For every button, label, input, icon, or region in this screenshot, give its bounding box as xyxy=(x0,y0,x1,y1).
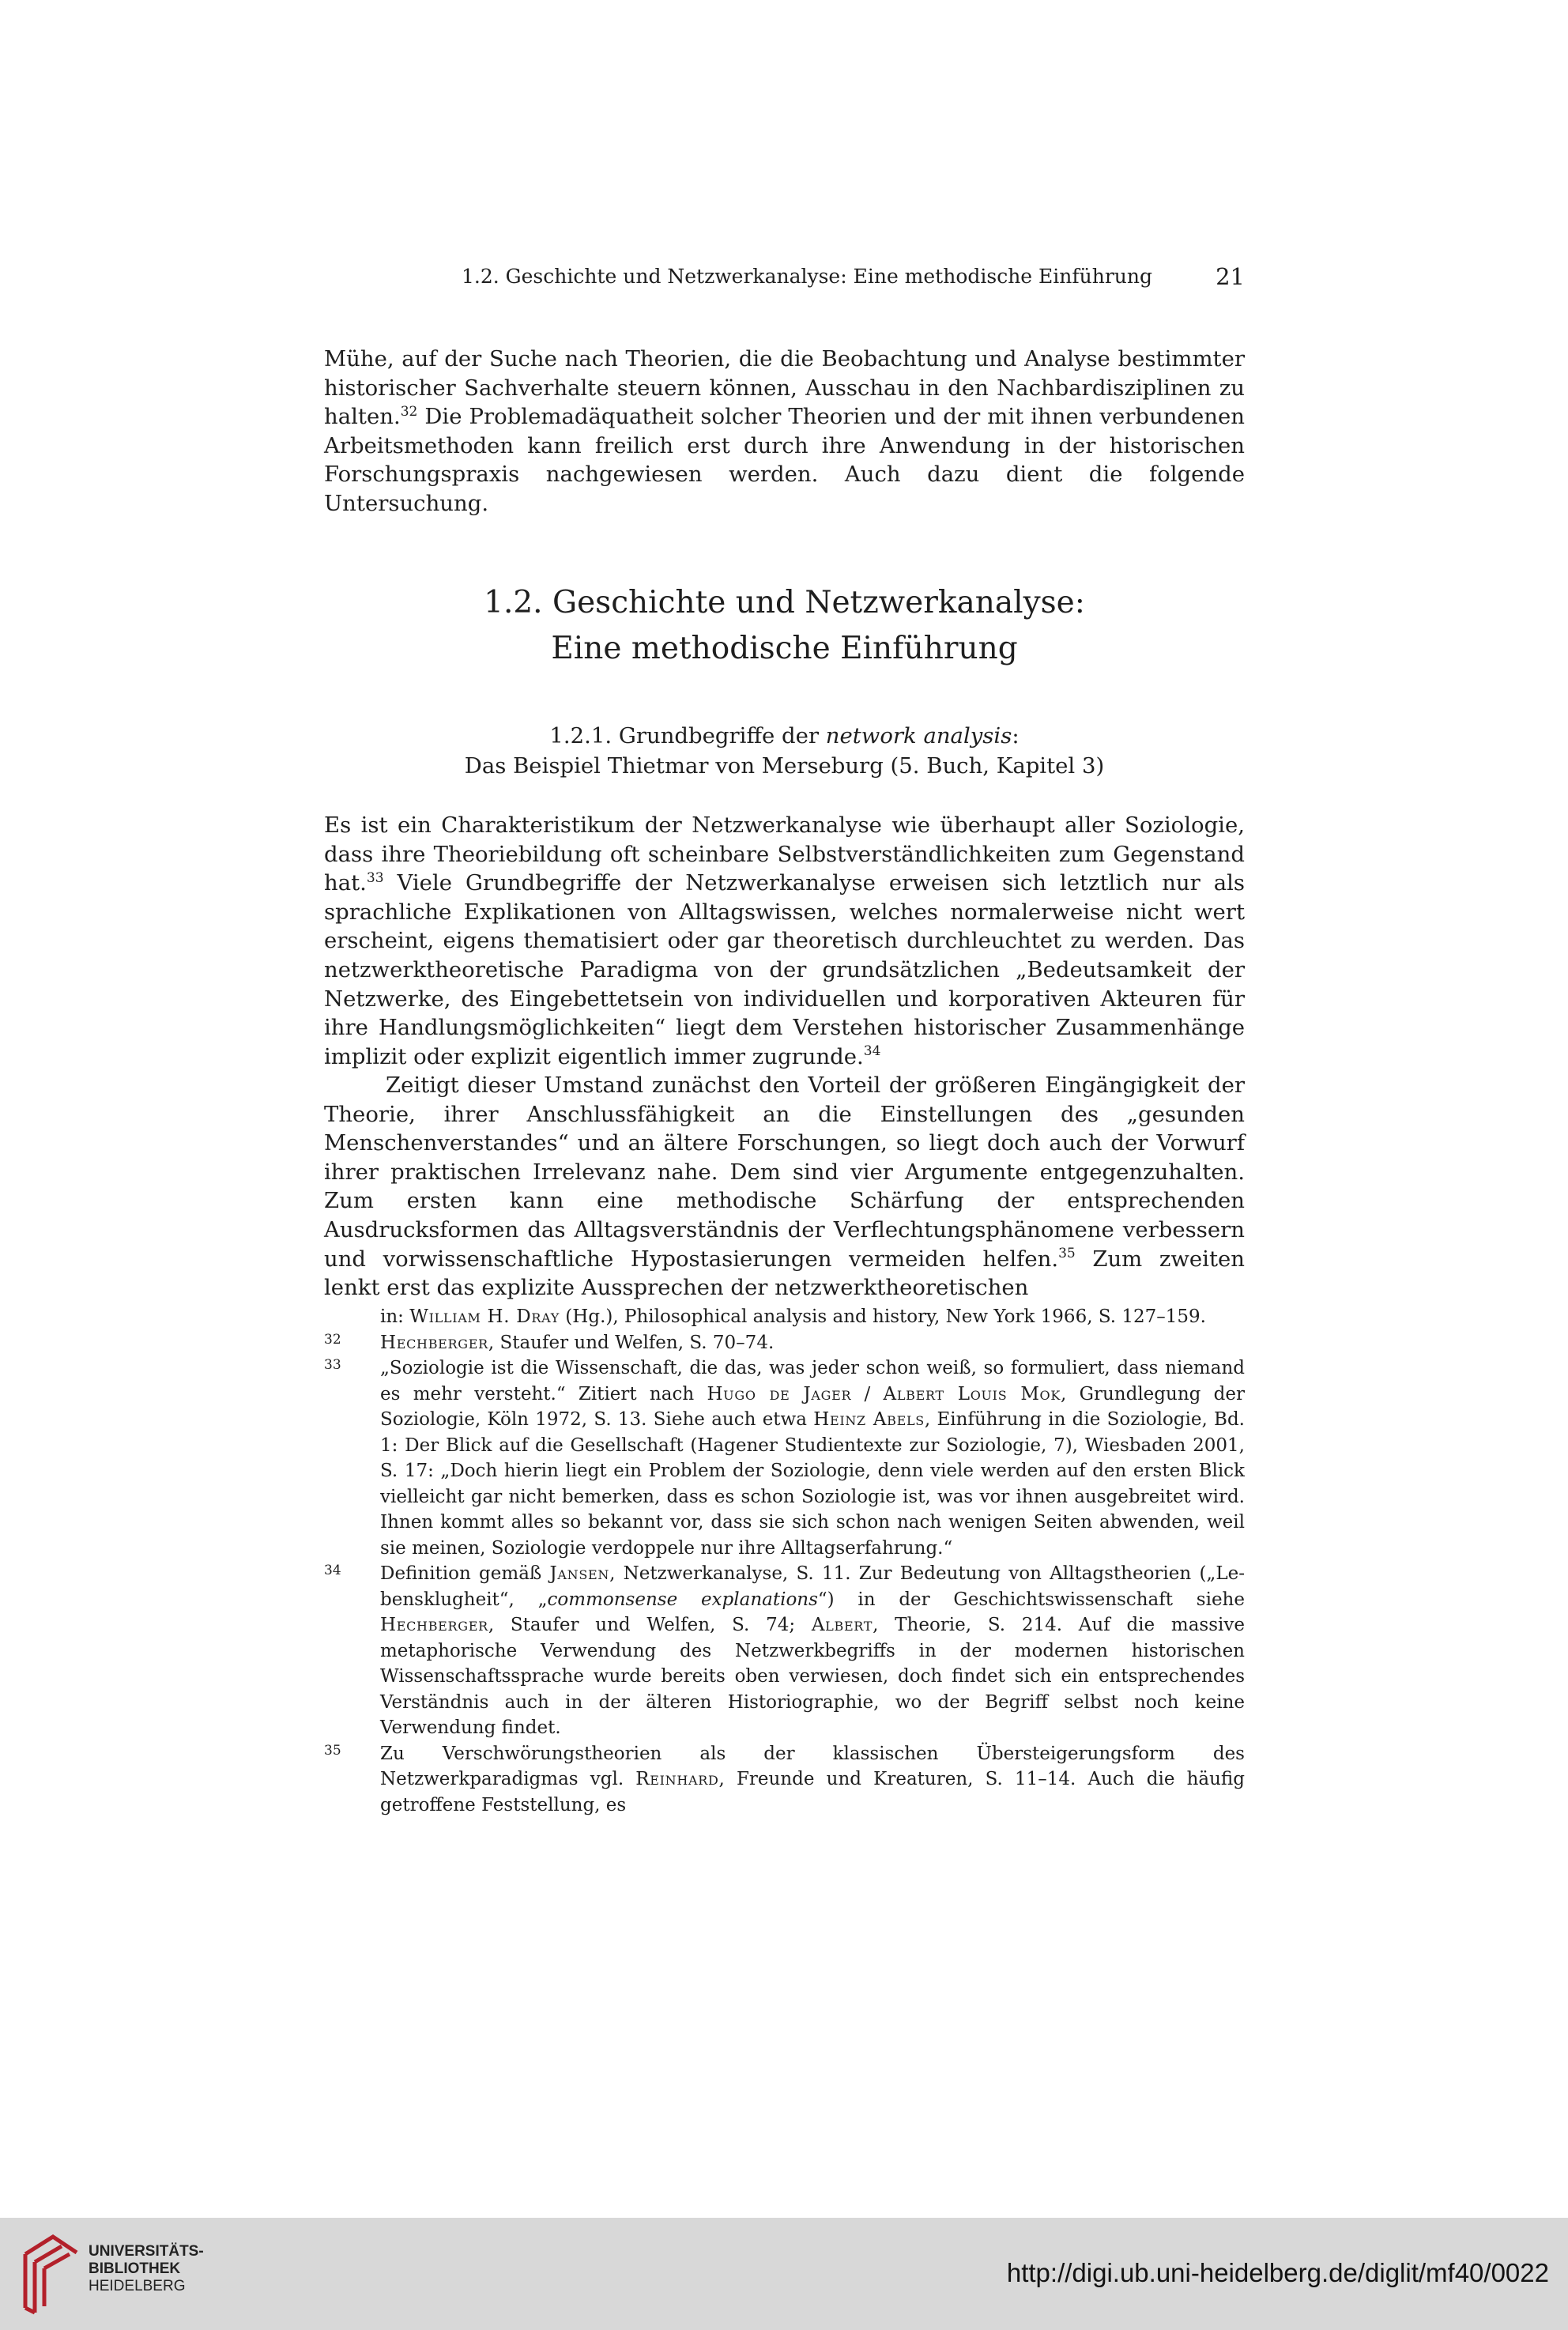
footnote-ref-32[interactable]: 32 xyxy=(400,403,418,420)
author-name: Heinz Abels xyxy=(813,1409,925,1430)
library-name-line: BIBLIOTHEK xyxy=(89,2260,181,2277)
author-name: William H. Dray xyxy=(409,1306,560,1327)
footnote-text: (Hg.), Philosophical analysis and history, New York 1966, S. 127–159. xyxy=(560,1306,1206,1327)
library-logo-strokes xyxy=(25,2237,77,2313)
footnote-text: “) in der Geschichtswissenschaft siehe xyxy=(817,1589,1245,1610)
footnotes xyxy=(324,1304,1245,1818)
paragraph-text: Viele Grundbegriffe der Netzwerkanalyse erweisen sich letztlich nur als sprachliche Explikationen von Alltagswissen, welches normalerweise nicht wert erscheint, eigens thematisiert oder gar theoretisch durchleuchtet zu werden. Das netzwerktheoretische Paradigma von der grundsätzlichen „Bedeutsamkeit der Netzwerke, des Eingebettetsein von individuellen und korporativen Akteuren für ihre Handlungsmöglichkeiten“ liegt dem Verstehen historischer Zusammenhänge implizit oder explizit eigentlich immer zugrunde. xyxy=(324,870,1245,1069)
subsection-heading-italic: network analysis xyxy=(825,723,1012,748)
footnote-text: , Freunde und Kreaturen, S. 11–14. Auch die häufig getroffene Feststellung, es xyxy=(380,1769,1245,1815)
footnote-number: 33 xyxy=(324,1357,341,1373)
footnote-text: in: xyxy=(380,1306,410,1327)
section-heading-line-2: Eine methodische Einführung xyxy=(551,631,1018,666)
paragraph-text: Zeitigt dieser Umstand zunächst den Vorteil der größeren Eingängigkeit der Theorie, ihrer Anschlussfähigkeit an die Einstellungen des „gesunden Menschenverstandes“ und an ältere Forschungen, so liegt doch auch der Vorwurf ihrer praktischen Irrelevanz nahe. Dem sind vier Argumente entgegenzuhalten. Zum ersten kann eine methodische Schärfung der entsprechenden Ausdrucksformen das Alltagsverständnis der Verflechtungsphänomene verbessern und vorwissenschaftliche Hypostasierungen vermeiden helfen. xyxy=(324,1073,1245,1272)
author-name: Reinhard xyxy=(635,1769,719,1789)
footnote-ref-34[interactable]: 34 xyxy=(863,1043,881,1060)
source-url-link[interactable]: http://digi.ub.uni-heidelberg.de/diglit/mf40/0022 xyxy=(1006,2258,1549,2287)
intro-paragraph xyxy=(324,345,1245,518)
footnote-text: „Soziologie ist die Wissenschaft, die das, was jeder schon weiß, so formuliert, dass niemand es mehr versteht.“ Zitiert nach xyxy=(380,1358,1245,1404)
paragraph-text: Mühe, auf der Suche nach Theorien, die die Beobachtung und Analyse bestimmter historischer Sachverhalte steuern können, Ausschau in den Nachbardisziplinen zu halten. xyxy=(324,346,1245,430)
section-heading xyxy=(324,580,1245,672)
library-name-line: HEIDELBERG xyxy=(89,2278,186,2294)
footnote-33 xyxy=(324,1355,1245,1561)
body-paragraph-2 xyxy=(324,1071,1245,1303)
paragraph-text: Es ist ein Charakteristikum der Netzwerkanalyse wie überhaupt aller Soziologie, dass ihre Theoriebildung oft scheinbare Selbstverständlichkeiten zum Gegenstand hat. xyxy=(324,812,1245,896)
library-name-line: UNIVERSITÄTS- xyxy=(89,2243,204,2260)
footnote-ref-33[interactable]: 33 xyxy=(366,869,384,886)
body-paragraph-1 xyxy=(324,811,1245,1071)
subsection-heading-text: 1.2.1. Grundbegriffe der xyxy=(549,723,826,748)
subsection-heading-line-2: Das Beispiel Thietmar von Merseburg (5. Buch, Kapitel 3) xyxy=(464,753,1105,779)
paragraph-text: Die Problemadäquatheit solcher Theorien und der mit ihnen verbundenen Arbeitsmethoden kann freilich erst durch ihre Anwendung in der historischen Forschungspraxis nachgewiesen werden. Auch dazu dient die folgende Untersuchung. xyxy=(324,404,1245,516)
library-name xyxy=(89,2243,204,2295)
footnote-number: 34 xyxy=(324,1563,341,1578)
footnote-text: , Netzwerkanalyse, S. 11. Zur Bedeutung von Alltagstheorien („Lebensklugheit“, „ xyxy=(380,1563,1245,1610)
footnote-text: Definition gemäß xyxy=(380,1563,550,1584)
footnote-italic: commonsense explanations xyxy=(547,1589,818,1610)
paragraph-text: Zum zweiten lenkt erst das explizite Aussprechen der netzwerktheoretischen xyxy=(324,1246,1245,1301)
author-name: Jansen xyxy=(549,1563,610,1584)
running-head xyxy=(324,262,1245,291)
footnote-text: , Grundlegung der Soziologie, Köln 1972, S. 13. Siehe auch etwa xyxy=(380,1383,1245,1430)
section-heading-line-1: 1.2. Geschichte und Netzwerkanalyse: xyxy=(484,585,1085,620)
author-name: Hechberger xyxy=(380,1615,488,1635)
footnote-34 xyxy=(324,1561,1245,1741)
running-head-title: 1.2. Geschichte und Netzwerkanalyse: Eine methodische Einführung xyxy=(462,265,1153,288)
footnote-text: / xyxy=(851,1383,884,1404)
footer-bar xyxy=(0,2218,1568,2330)
page-number: 21 xyxy=(1216,263,1245,290)
subsection-heading-text: : xyxy=(1012,723,1020,748)
footnote-text: , Einführung in die Soziologie, Bd. 1: Der Blick auf die Gesellschaft (Hagener Studientexte zur Soziologie, 7), Wiesbaden 2001, S. 17: „Doch hierin liegt ein Problem der Soziologie, denn viele werden auf den ersten Blick vielleicht gar nicht bemerken, dass es schon Soziologie ist, was vor ihnen ausgebreitet wird. Ihnen kommt alles so bekannt vor, dass sie sich schon nach wenigen Seiten abwenden, weil sie meinen, Soziologie verdoppele nur ihre Alltagserfahrung.“ xyxy=(380,1409,1245,1559)
author-name: Hugo de Jager xyxy=(707,1383,852,1404)
author-name: Albert xyxy=(811,1615,873,1635)
author-name: Hechberger xyxy=(380,1332,488,1353)
footnote-ref-35[interactable]: 35 xyxy=(1058,1246,1076,1261)
footnote-35 xyxy=(324,1741,1245,1819)
footnote-text: , Theorie, S. 214. Auf die massive metaphorische Verwendung des Netzwerkbegriffs in der modernen historischen Wissenschaftssprache wurde bereits oben verwiesen, doch findet sich ein entsprechendes Verständnis auch in der älteren Historiographie, wo der Begriff selbst noch keine Verwendung findet. xyxy=(380,1615,1245,1738)
footnote-text: , Staufer und Welfen, S. 74; xyxy=(488,1615,812,1635)
footnote-number: 35 xyxy=(324,1742,341,1759)
footnote-number: 32 xyxy=(324,1331,341,1348)
footnote-text: Zu Verschwörungstheorien als der klassischen Übersteigerungsform des Netzwerkparadigmas vgl. xyxy=(380,1743,1245,1789)
footnote-text: , Staufer und Welfen, S. 70–74. xyxy=(488,1332,775,1353)
library-logo-icon xyxy=(17,2230,84,2317)
subsection-heading xyxy=(324,721,1245,781)
author-name: Albert Louis Mok xyxy=(883,1383,1061,1404)
footnote-continuation xyxy=(324,1304,1245,1330)
footnote-32 xyxy=(324,1330,1245,1356)
